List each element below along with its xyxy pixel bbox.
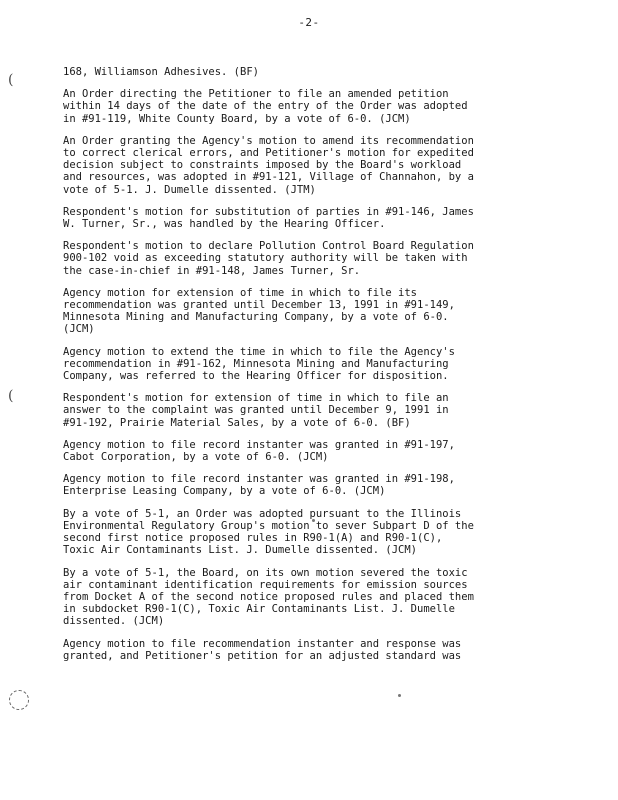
paragraph-williamson-adhesives: 168, Williamson Adhesives. (BF): [63, 66, 259, 78]
page-number: -2-: [298, 16, 320, 29]
paragraph-minnesota-mining-extension: Agency motion for extension of time in which to file its recommendation was granted until December 13, 1991 in #91-149, Minnesota Mining and Manufacturing Company, by a vote of 6-0. (JCM): [63, 286, 455, 336]
paragraph-white-county-board: An Order directing the Petitioner to file an amended petition within 14 days of the date of the entry of the Order was adopted in #91-119, White County Board, by a vote of 6-0. (JCM): [63, 88, 468, 125]
paragraph-prairie-material-sales: Respondent's motion for extension of time in which to file an answer to the complaint was granted until December 9, 1991 in #91-192, Prairie Material Sales, by a vote of 6-0. (BF): [63, 392, 449, 429]
paragraph-sever-subpart-d: By a vote of 5-1, an Order was adopted pursuant to the Illinois Environmental Regulatory Group's motion to sever Subpart D of the second first notice proposed rules in R90-1(A) and R90-1(C), Toxic Air Contaminants List. J. Dumelle dissented. (JCM): [63, 507, 474, 557]
paragraph-village-of-channahon: An Order granting the Agency's motion to amend its recommendation to correct clerical errors, and Petitioner's motion for expedited decision subject to constraints imposed by the Board's workload and resources, was adopted in #91-121, Village of Channahon, by a vote of 5-1. J. Dumelle dissented. (JTM): [63, 134, 474, 196]
punch-hole: [9, 690, 29, 710]
paragraph-toxic-air-contaminant: By a vote of 5-1, the Board, on its own motion severed the toxic air contaminant identification requirements for emission sources from Docket A of the second notice proposed rules and placed them in subdocket R90-1(C), Toxic Air Contaminants List. J. Dumelle dissented. (JCM): [63, 566, 474, 628]
margin-mark-middle: (: [8, 388, 14, 404]
paragraph-cabot-corporation: Agency motion to file record instanter was granted in #91-197, Cabot Corporation, by a vote of 6-0. (JCM): [63, 438, 455, 464]
paragraph-james-turner-substitution: Respondent's motion for substitution of parties in #91-146, James W. Turner, Sr., was handled by the Hearing Officer.: [63, 205, 474, 231]
margin-mark-top: (: [8, 72, 14, 88]
document-body: [63, 66, 523, 672]
paragraph-james-turner-regulation: Respondent's motion to declare Pollution Control Board Regulation 900-102 void as exceeding statutory authority will be taken with the case-in-chief in #91-148, James Turner, Sr.: [63, 240, 474, 277]
scan-speck: [398, 694, 401, 697]
paragraph-minnesota-mining-referral: Agency motion to extend the time in which to file the Agency's recommendation in #91-162, Minnesota Mining and Manufacturing Company, was referred to the Hearing Officer for disposition.: [63, 345, 455, 383]
paragraph-enterprise-leasing: Agency motion to file record instanter was granted in #91-198, Enterprise Leasing Company, by a vote of 6-0. (JCM): [63, 473, 455, 498]
paragraph-adjusted-standard: Agency motion to file recommendation instanter and response was granted, and Petitioner's petition for an adjusted standard was: [63, 637, 462, 662]
